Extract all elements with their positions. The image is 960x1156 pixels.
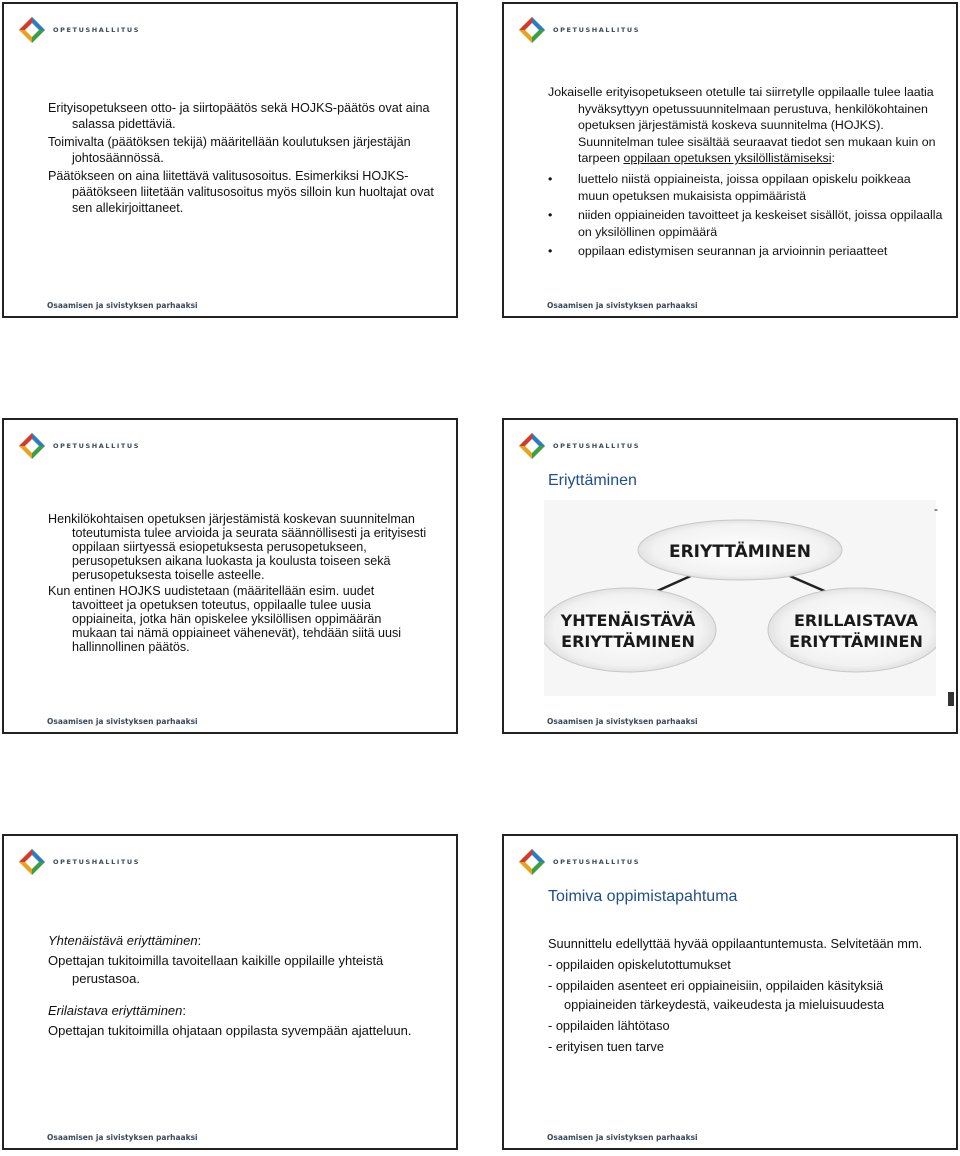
intro-paragraph (548, 84, 944, 167)
diamond-logo-icon (518, 848, 546, 876)
footer: Osaamisen ja sivistyksen parhaaksi (47, 301, 198, 310)
corner-mark: - (934, 502, 938, 516)
list-item: - oppilaiden lähtötaso (548, 1018, 670, 1033)
slide-1 (2, 2, 458, 318)
footer: Osaamisen ja sivistyksen parhaaksi (547, 1133, 698, 1142)
top-label: ERIYTTÄMINEN (668, 542, 812, 562)
intro-text: Jokaiselle erityisopetukseen otetulle tai siirretylle oppilaalle tulee laatia hyväksyttyyn opetussuunnitelmaan perustuva, henkilökohtainen opetuksen järjestämistä koskeva suunnitelma (HOJKS). Suunnitelman tulee sisältää seuraavat tiedot sen mukaan kuin on tarpeen (548, 85, 936, 166)
diamond-logo-icon (18, 848, 46, 876)
logo-text: OPETUSHALLITUS (53, 442, 141, 450)
right-bubble (768, 588, 936, 672)
slide-body (48, 100, 444, 216)
intro-paragraph: Suunnittelu edellyttää hyvää oppilaantuntemusta. Selvitetään mm. (548, 936, 923, 951)
slide-body (48, 512, 428, 654)
bullet-item (548, 171, 944, 204)
slide-body (48, 932, 416, 1040)
right-label-line2: ERIYTTÄMINEN (789, 632, 923, 651)
slide-body (548, 84, 944, 263)
right-label-line1: ERILLAISTAVA (793, 611, 919, 630)
slide-3 (2, 418, 458, 734)
footer: Osaamisen ja sivistyksen parhaaksi (547, 301, 698, 310)
spacer (48, 988, 416, 1002)
paragraph: Toimivalta (päätöksen tekijä) määritellään koulutuksen järjestäjän johtosäännössä. (48, 135, 411, 165)
logo (18, 432, 140, 460)
intro-underlined: oppilaan opetuksen yksilöllistämiseksi (623, 151, 832, 166)
logo-text: OPETUSHALLITUS (553, 858, 641, 866)
list-item: - erityisen tuen tarve (548, 1039, 664, 1054)
bullet-icon: • (548, 171, 553, 186)
bullet-item (548, 207, 944, 240)
slide-title: Toimiva oppimistapahtuma (548, 888, 738, 905)
definition: Opettajan tukitoimilla ohjataan oppilasta syvempään ajatteluun. (48, 1023, 412, 1038)
bullet-icon: • (548, 244, 553, 259)
diamond-logo-icon (518, 432, 546, 460)
bullet-item (548, 243, 944, 260)
slide-2 (502, 2, 958, 318)
footer: Osaamisen ja sivistyksen parhaaksi (547, 717, 698, 726)
logo (518, 16, 640, 44)
slide-5 (2, 834, 458, 1150)
differentiation-diagram (544, 500, 936, 696)
footer: Osaamisen ja sivistyksen parhaaksi (47, 717, 198, 726)
paragraph: Henkilökohtaisen opetuksen järjestämistä koskevan suunnitelman toteutumista tulee arvioida ja seurata säännöllisesti ja erityisesti oppilaan siirtyessä esiopetuksesta perusopetukseen, perusopetuksen aikana luokasta ja koulusta toiseen sekä perusopetuksesta toiselle asteelle. (48, 512, 427, 582)
term-line (48, 932, 416, 950)
term: Yhtenäistävä eriyttäminen (48, 933, 198, 948)
term: Erilaistava eriyttäminen (48, 1003, 183, 1018)
list-item: - oppilaiden opiskelutottumukset (548, 957, 731, 972)
logo (518, 848, 640, 876)
logo (18, 848, 140, 876)
logo (518, 432, 640, 460)
slide-title: Eriyttäminen (548, 472, 637, 489)
diamond-logo-icon (18, 16, 46, 44)
logo-text: OPETUSHALLITUS (53, 858, 141, 866)
intro-colon: : (831, 151, 835, 166)
list-item: - oppilaiden asenteet eri oppiaineisiin, oppilaiden käsityksiä oppiaineiden tärkeydestä, vaikeudesta ja mieluisuudesta (548, 978, 885, 1012)
bullet-text: oppilaan edistymisen seurannan ja arvioinnin periaatteet (578, 244, 888, 259)
slide-6 (502, 834, 958, 1150)
paragraph: Kun entinen HOJKS uudistetaan (määritellään esim. uudet tavoitteet ja opetuksen toteutus, oppilaalle tulee uusia oppiaineita, jotka hän opiskelee yksilöllisen oppimäärän mukaan tai nämä oppiaineet vähenevät), tehdään siitä uusi hallinnollinen päätös. (48, 584, 402, 654)
bullet-text: luettelo niistä oppiaineista, joissa oppilaan opiskelu poikkeaa muun opetuksen mukaisista oppimääristä (578, 171, 911, 203)
diamond-logo-icon (18, 432, 46, 460)
paragraph: Erityisopetukseen otto- ja siirtopäätös sekä HOJKS-päätös ovat aina salassa pidettäviä. (48, 101, 430, 131)
left-label-line2: ERIYTTÄMINEN (561, 632, 695, 651)
bullet-icon: • (548, 208, 553, 223)
logo-text: OPETUSHALLITUS (53, 26, 141, 34)
left-bubble (544, 588, 716, 672)
term-colon: : (182, 1003, 187, 1018)
definition: Opettajan tukitoimilla tavoitellaan kaikille oppilaille yhteistä perustasoa. (48, 953, 384, 986)
diagram-image (544, 500, 936, 696)
bullet-text: niiden oppiaineiden tavoitteet ja keskeiset sisällöt, joissa oppilaalla on yksilöllinen oppimäärä (578, 208, 943, 239)
corner-dark-block (948, 692, 954, 706)
logo-text: OPETUSHALLITUS (553, 442, 641, 450)
slide-body (548, 934, 934, 1056)
logo (18, 16, 140, 44)
paragraph: Päätökseen on aina liitettävä valitusosoitus. Esimerkiksi HOJKS-päätökseen liitetään valitusosoitus myös silloin kun huoltajat ovat sen allekirjoittaneet. (48, 169, 434, 215)
diamond-logo-icon (518, 16, 546, 44)
left-label-line1: YHTENÄISTÄVÄ (560, 611, 696, 630)
term-colon: : (197, 933, 202, 948)
footer: Osaamisen ja sivistyksen parhaaksi (47, 1133, 198, 1142)
logo-text: OPETUSHALLITUS (553, 26, 641, 34)
slide-4 (502, 418, 958, 734)
term-line (48, 1002, 416, 1020)
